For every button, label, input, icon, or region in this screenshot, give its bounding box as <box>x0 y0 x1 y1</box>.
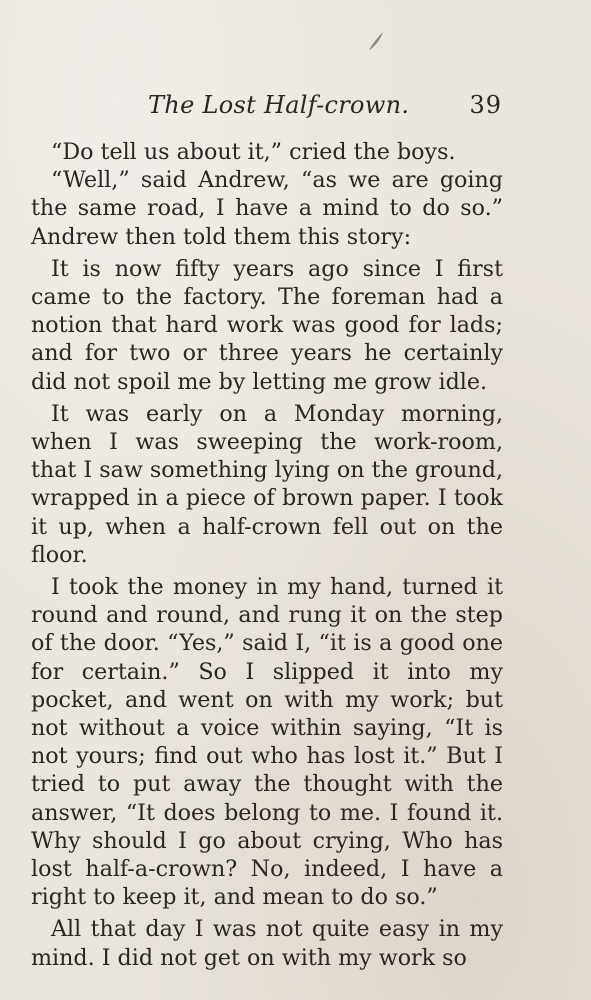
paragraph: “Do tell us about it,” cried the boys. <box>51 139 456 165</box>
body-text <box>31 138 503 972</box>
running-title: The Lost Half-crown. <box>148 91 410 119</box>
paragraph: All that day I was not quite easy in my mind. I did not get on with my work so <box>31 916 503 971</box>
page-number: 39 <box>469 91 502 119</box>
ink-mark-icon <box>366 30 386 52</box>
running-header <box>30 90 500 120</box>
paragraph: It is now fifty years ago since I first came to the factory. The foreman had a notion that hard work was good for lads; and for two or three years he certainly did not spoil me by letting me grow idle. <box>31 255 503 395</box>
paragraph: “Well,” said Andrew, “as we are going the same road, I have a mind to do so.” Andrew then told them this story: <box>31 167 503 250</box>
paragraph: It was early on a Monday morning, when I was sweeping the work-room, that I saw something lying on the ground, wrapped in a piece of brown paper. I took it up, when a half-crown fell out on the floor. <box>31 400 504 568</box>
paragraph: I took the money in my hand, turned it round and round, and rung it on the step of the door. “Yes,” said I, “it is a good one for certain.” So I slipped it into my pocket, and went on with my work; but not without a voice within saying, “It is not yours; find out who has lost it.” But I tried to put away the thought with the answer, “It does belong to me. I found it. Why should I go about crying, Who has lost half-a-crown? No, indeed, I have a right to keep it, and mean to do so.” <box>31 574 503 911</box>
